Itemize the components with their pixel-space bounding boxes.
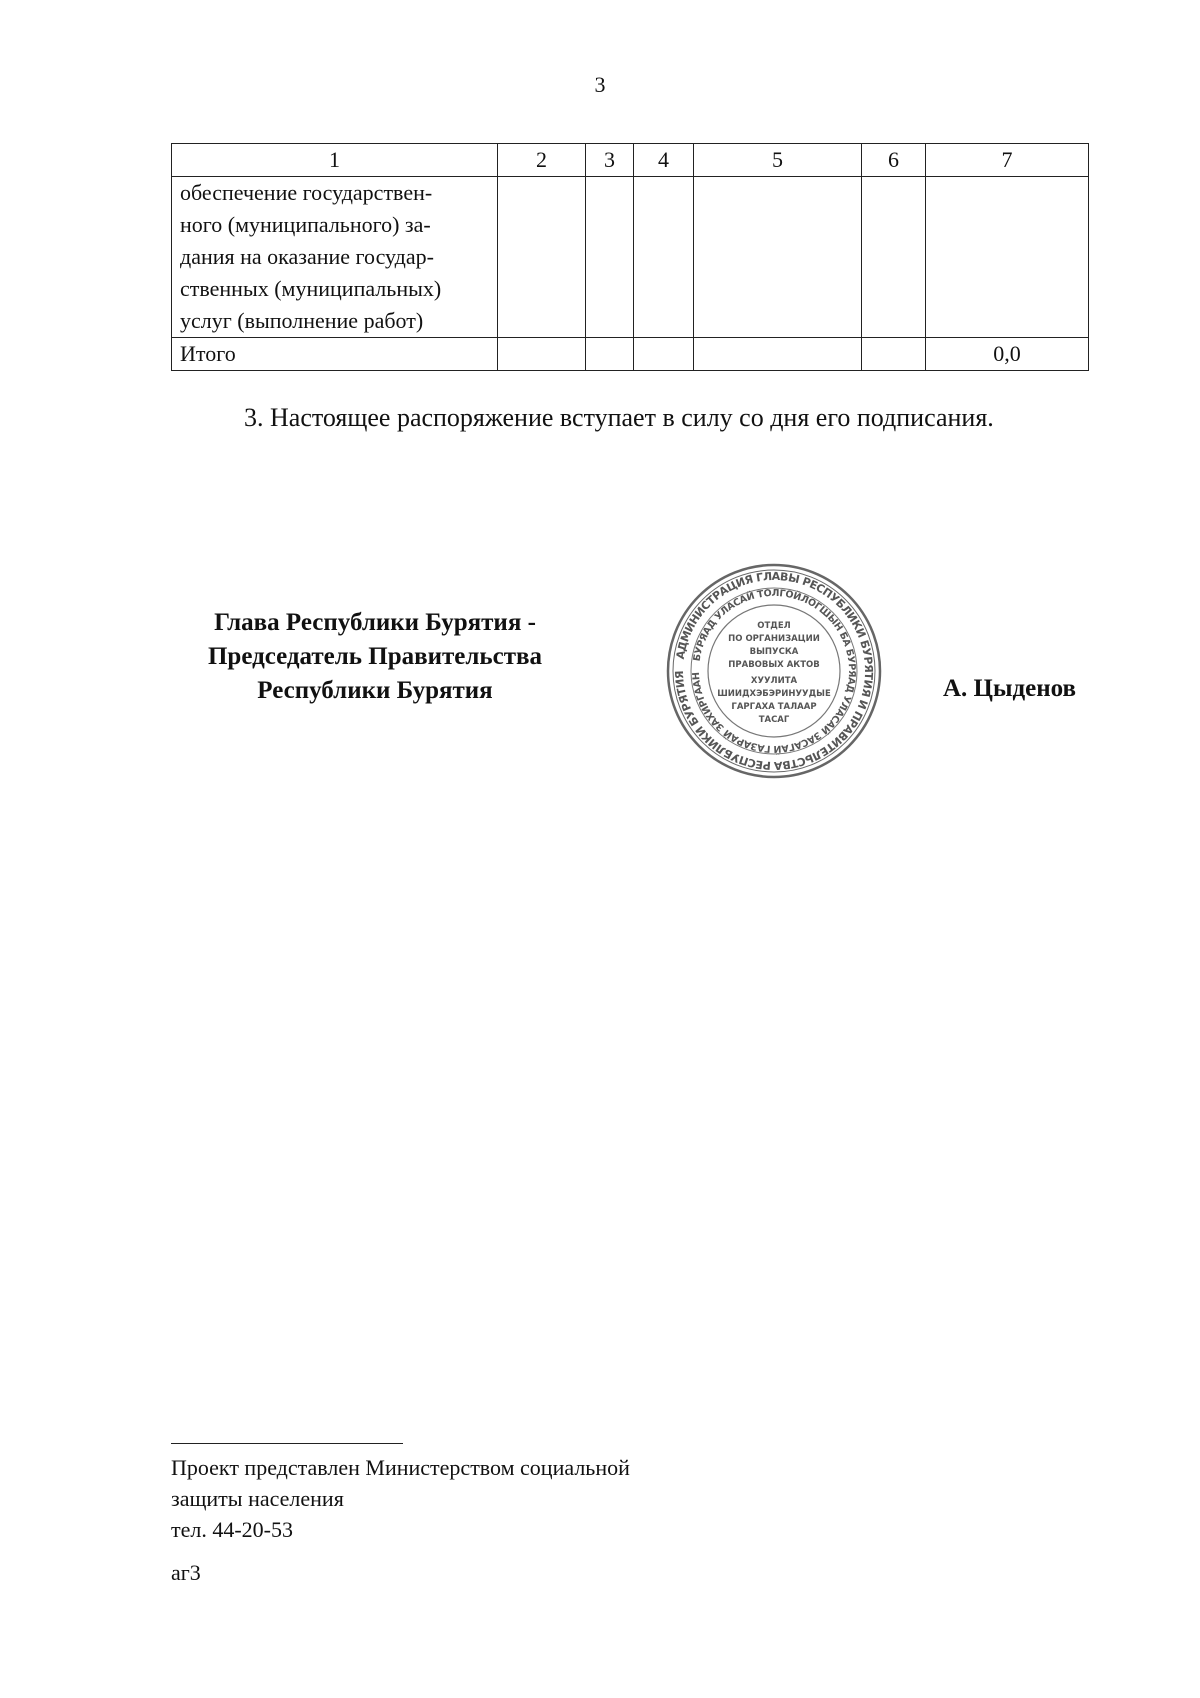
table-header-cell: 2 — [498, 144, 586, 177]
svg-text:БУРЯАД УЛАСАЙ ТОЛГОЙЛОГШЫН БА — [691, 588, 857, 755]
table-cell — [926, 177, 1089, 338]
footnote-line: защиты населения — [171, 1486, 344, 1511]
seal-center-line: ОТДЕЛ — [757, 621, 791, 631]
table-header-cell: 1 — [172, 144, 498, 177]
signatory-title-line: Республики Бурятия — [257, 677, 493, 704]
seal-center-line: ГАРГАХА ТАЛААР — [731, 702, 817, 712]
table-row — [172, 177, 1089, 338]
footnote-line: Проект представлен Министерством социальной — [171, 1455, 630, 1480]
table-cell — [586, 338, 634, 371]
table-cell — [634, 177, 694, 338]
footnote-line: тел. 44-20-53 — [171, 1517, 294, 1542]
signatory-title-line: Председатель Правительства — [207, 643, 543, 670]
seal-center-line: ПРАВОВЫХ АКТОВ — [728, 660, 820, 670]
footnote-divider — [171, 1443, 403, 1444]
total-value: 0,0 — [926, 338, 1089, 371]
svg-text:АДМИНИСТРАЦИЯ ГЛАВЫ РЕСПУБЛИКИ — [673, 570, 875, 772]
table-cell — [586, 177, 634, 338]
row-label-line: обеспечение государствен- — [180, 180, 433, 205]
page-number: 3 — [594, 72, 606, 97]
table-header-cell: 5 — [694, 144, 862, 177]
signatory-name: А. Цыденов — [943, 675, 1077, 702]
table-cell — [694, 338, 862, 371]
seal-inner-text: БУРЯАД УЛАСАЙ ТОЛГОЙЛОГШЫН БА БУРЯАД УЛАСАЙ ЗАСАГАЙ ГАЗАРАЙ ЗАХИРГААН — [690, 587, 858, 755]
table-cell — [498, 338, 586, 371]
row-label-cell — [172, 177, 498, 338]
table-cell — [694, 177, 862, 338]
row-label-line: ственных (муниципальных) — [180, 276, 442, 301]
seal-center-line: ВЫПУСКА — [749, 647, 799, 657]
table-cell — [498, 177, 586, 338]
table-cell — [862, 338, 926, 371]
total-label: Итого — [172, 338, 498, 371]
seal-center-line: ШИИДХЭБЭРИНУУДЫЕ — [717, 689, 831, 699]
table-header-cell: 7 — [926, 144, 1089, 177]
table-cell — [862, 177, 926, 338]
row-label-line: дания на оказание государ- — [180, 244, 434, 269]
document-marker: аг3 — [171, 1560, 201, 1585]
signatory-title-line: Глава Республики Бурятия - — [214, 609, 536, 636]
total-row — [172, 338, 1089, 371]
table-header-cell: 4 — [634, 144, 694, 177]
seal-center-line: ХУУЛИТА — [750, 676, 798, 686]
table-cell — [634, 338, 694, 371]
row-label-line: ного (муниципального) за- — [180, 212, 431, 237]
footnote — [171, 1452, 630, 1545]
official-seal — [662, 561, 886, 781]
table-header-cell: 3 — [586, 144, 634, 177]
seal-center-line: ПО ОРГАНИЗАЦИИ — [728, 634, 820, 644]
seal-outer-text: АДМИНИСТРАЦИЯ ГЛАВЫ РЕСПУБЛИКИ БУРЯТИЯ И ПРАВИТЕЛЬСТВА РЕСПУБЛИКИ БУРЯТИЯ — [672, 569, 876, 773]
signatory-title — [160, 606, 590, 708]
budget-table — [171, 143, 1089, 371]
table-header-cell: 6 — [862, 144, 926, 177]
table-header-row — [172, 144, 1089, 177]
row-label-line: услуг (выполнение работ) — [180, 308, 424, 333]
seal-center-line: ТАСАГ — [758, 715, 790, 725]
effective-clause: 3. Настоящее распоряжение вступает в силу со дня его подписания. — [244, 403, 994, 432]
